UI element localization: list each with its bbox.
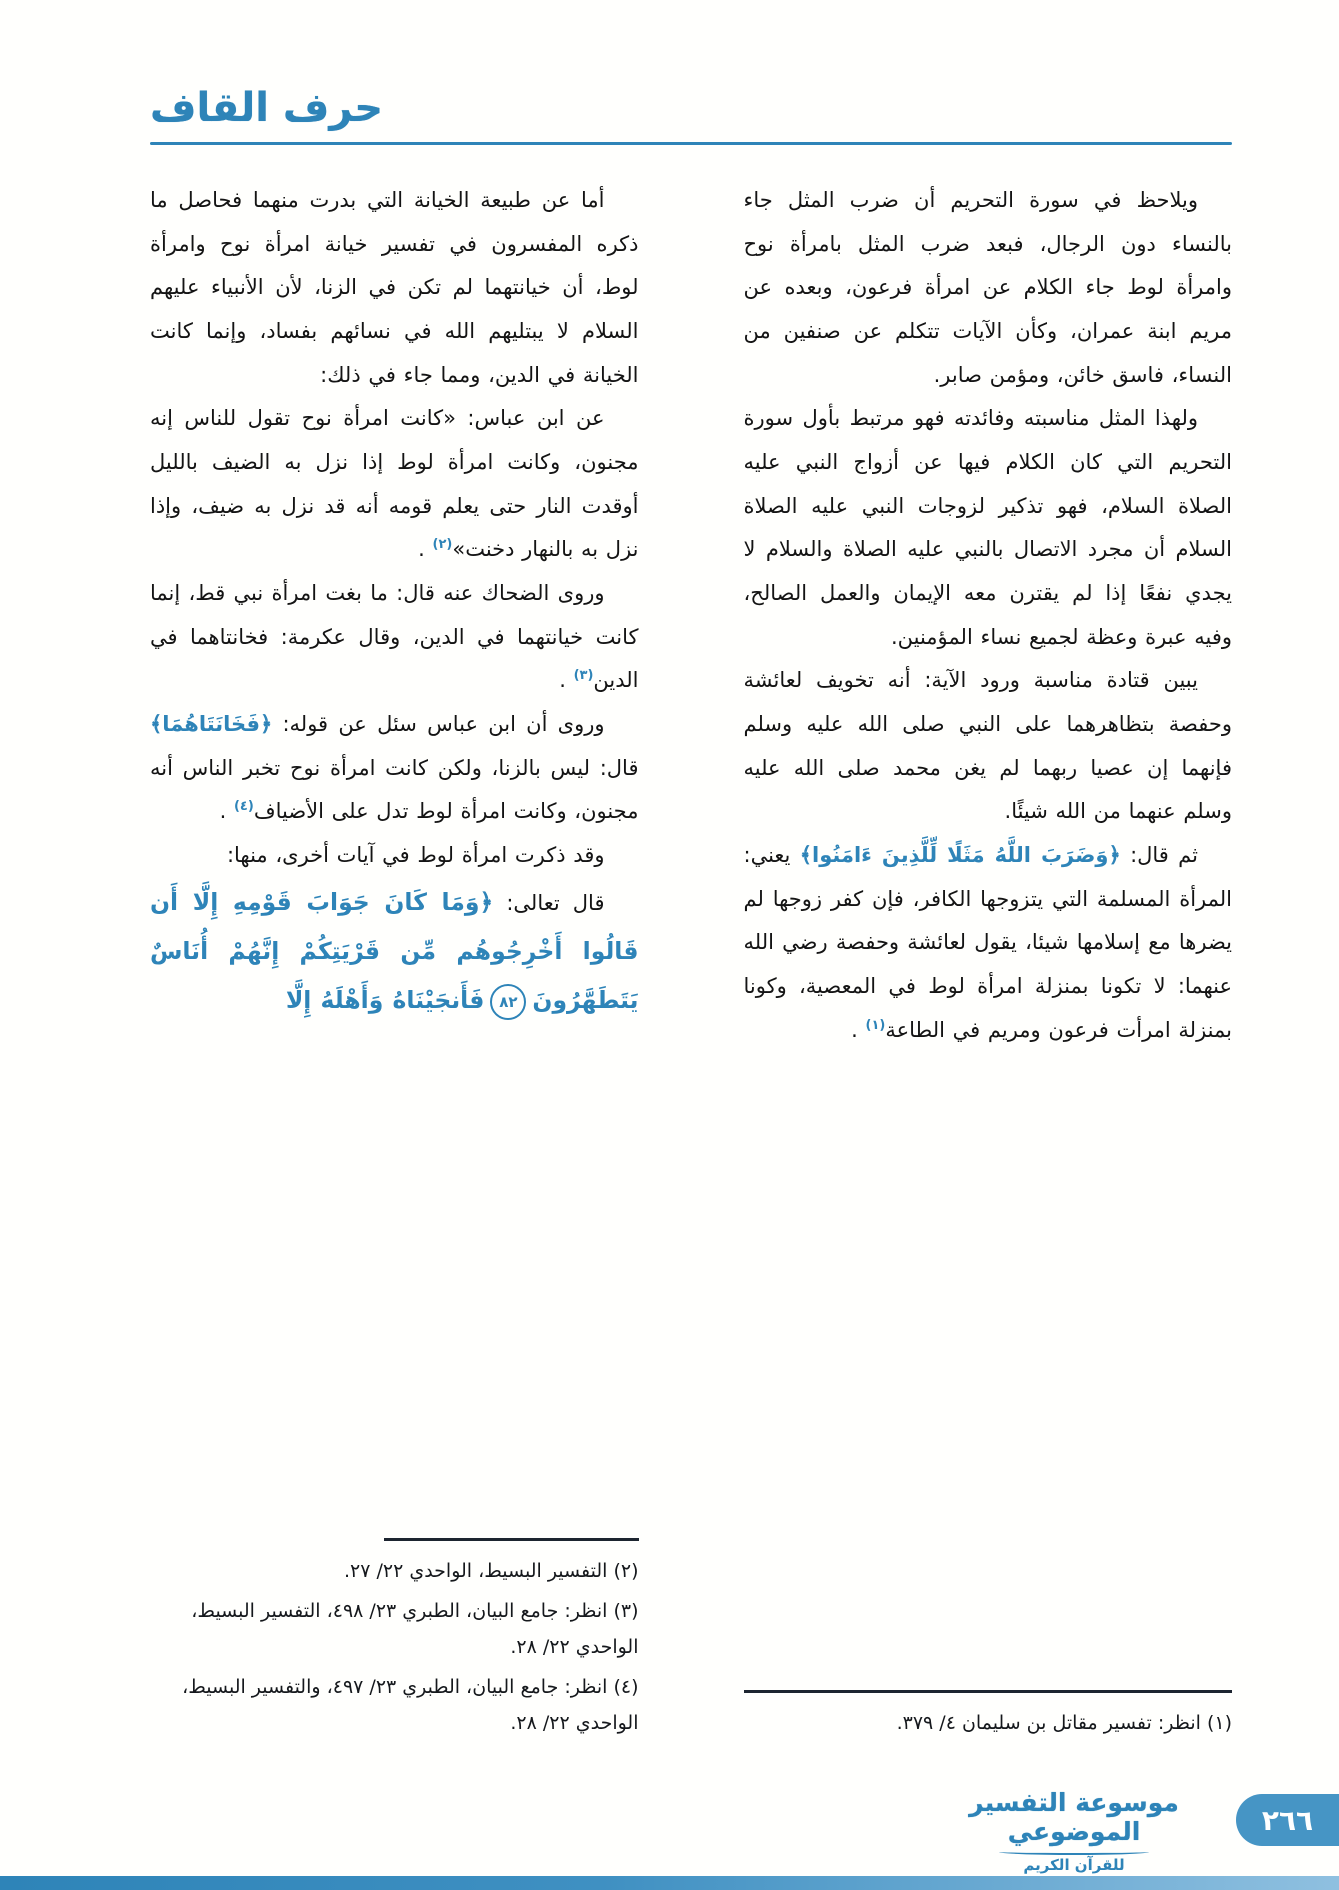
paragraph [744,179,1233,397]
body-text: وروى أن ابن عباس سئل عن قوله: [272,712,605,737]
publisher-emblem-title: موسوعة التفسير الموضوعي [969,1788,1179,1846]
body-text: يعني: المرأة المسلمة التي يتزوجها الكافر، فإن كفر زوجها لم يضرها مع إسلامها شيئا، يقول لعائشة وحفصة رضي الله عنهما: لا تكونا بمنزلة امرأة لوط في المعصية، وكونا بمنزلة امرأت فرعون ومريم في الطاعة [743,843,1232,1042]
body-text: عن ابن عباس: «كانت امرأة نوح تقول للناس إنه مجنون، وكانت امرأة لوط إذا نزل به الضيف بالليل أوقدت النار حتى يعلم قومه أنه قد نزل به ضيف، وإذا نزل به بالنهار دخنت» [150,406,639,562]
chapter-title [150,84,1232,132]
body-text: ويلاحظ في سورة التحريم أن ضرب المثل جاء بالنساء دون الرجال، فبعد ضرب المثل بامرأة نوح وامرأة لوط جاء الكلام عن امرأة فرعون، وبعده عن مريم ابنة عمران، وكأن الآيات تتكلم عن صنفين من النساء، فاسق خائن، ومؤمن صابر. [743,188,1232,387]
page-number-badge [1236,1794,1339,1846]
footnote: (٤) انظر: جامع البيان، الطبري ٢٣/ ٤٩٧، والتفسير البسيط، الواحدي ٢٢/ ٢٨. [182,1675,639,1734]
body-text: ولهذا المثل مناسبته وفائدته فهو مرتبط بأول سورة التحريم التي كان الكلام فيها عن أزواج النبي عليه الصلاة السلام، فهو تذكير لزوجات النبي عليه الصلاة السلام أن مجرد الاتصال بالنبي عليه الصلاة والسلام لا يجدي نفعًا إذا لم يقترن معه الإيمان والعمل الصالح، وفيه عبرة وعظة لجميع نساء المؤمنين. [743,406,1232,649]
footnote: (٣) انظر: جامع البيان، الطبري ٢٣/ ٤٩٨، التفسير البسيط، الواحدي ٢٢/ ٢٨. [191,1599,639,1658]
body-text: قال تعالى: [493,890,605,915]
footnote-ref: (٣) [573,668,594,684]
footnote: (١) انظر: تفسير مقاتل بن سليمان ٤/ ٣٧٩. [896,1711,1232,1734]
footnotes-left [150,1532,639,1745]
page-header [0,0,1339,145]
emblem-flourish-ornament [999,1849,1149,1855]
publisher-emblem-subtitle: للقرآن الكريم [1023,1855,1125,1874]
footnote: (٢) التفسير البسيط، الواحدي ٢٢/ ٢٧. [343,1559,639,1582]
footnote-ref: (٢) [432,537,453,553]
body-text: . [851,1017,866,1042]
paragraph [150,703,639,834]
footnote-divider [744,1690,1233,1693]
text-columns [0,145,1339,1745]
page-number: ٢٦٦ [1261,1803,1314,1837]
paragraph [150,397,639,572]
body-text: ثم قال: [1120,843,1198,868]
paragraph [744,397,1233,659]
quran-text: ﴿فَخَانَتَاهُمَا﴾ [150,712,273,737]
paragraph [150,179,639,397]
footnote-divider [384,1538,638,1541]
quran-text: ﴿وَضَرَبَ اللَّهُ مَثَلًا لِّلَّذِينَ ءَامَنُوا﴾ [799,843,1121,868]
body-text: قال: ليس بالزنا، ولكن كانت امرأة نوح تخبر الناس أنه مجنون، وكانت امرأة لوط تدل على الأضياف [150,755,639,824]
body-text: . [418,537,433,562]
publisher-emblem [959,1789,1189,1874]
chapter-title-text: حرف القاف [150,85,384,131]
body-text: وقد ذكرت امرأة لوط في آيات أخرى، منها: [226,843,605,868]
body-text: يبين قتادة مناسبة ورود الآية: أنه تخويف لعائشة وحفصة بتظاهرهما على النبي صلى الله عليه وسلم فإنهما إن عصيا ربهما لم يغن محمد صلى الله عليه وسلم عنهما من الله شيئًا. [743,668,1232,824]
quran-text: ﴿وَمَا كَانَ جَوَابَ قَوْمِهِ إِلَّا أَن قَالُوا أَخْرِجُوهُم مِّن قَرْيَتِكُمْ إِنَّهُمْ أُنَاسٌ يَتَطَهَّرُونَ [150,887,639,1015]
body-text: وروى الضحاك عنه قال: ما بغت امرأة نبي قط، إنما كانت خيانتهما في الدين، وقال عكرمة: فخانتاهما في الدين [150,581,639,693]
ayah-number: ٨٢ [490,984,526,1020]
paragraph [150,572,639,703]
footnote-ref: (٤) [233,799,254,815]
body-text: أما عن طبيعة الخيانة التي بدرت منهما فحاصل ما ذكره المفسرون في تفسير خيانة امرأة نوح وامرأة لوط، أن خيانتهما لم تكن في الزنا، لأن الأنبياء عليهم السلام لا يبتليهم الله في نسائهم بفساد، وإنما كانت الخيانة في الدين، ومما جاء في ذلك: [150,188,639,387]
footnotes-right [744,1684,1233,1745]
body-text: . [219,799,234,824]
paragraph [744,834,1233,1052]
quran-verse-paragraph [150,878,639,1026]
footnote-ref: (١) [865,1017,886,1033]
quran-text: فَأَنجَيْنَاهُ وَأَهْلَهُ إِلَّا [285,986,485,1015]
paragraph [150,834,639,878]
body-text: . [559,668,574,693]
bottom-accent-bar [0,1876,1339,1890]
column-left [150,179,639,1745]
column-right [744,179,1233,1745]
paragraph [744,659,1233,834]
